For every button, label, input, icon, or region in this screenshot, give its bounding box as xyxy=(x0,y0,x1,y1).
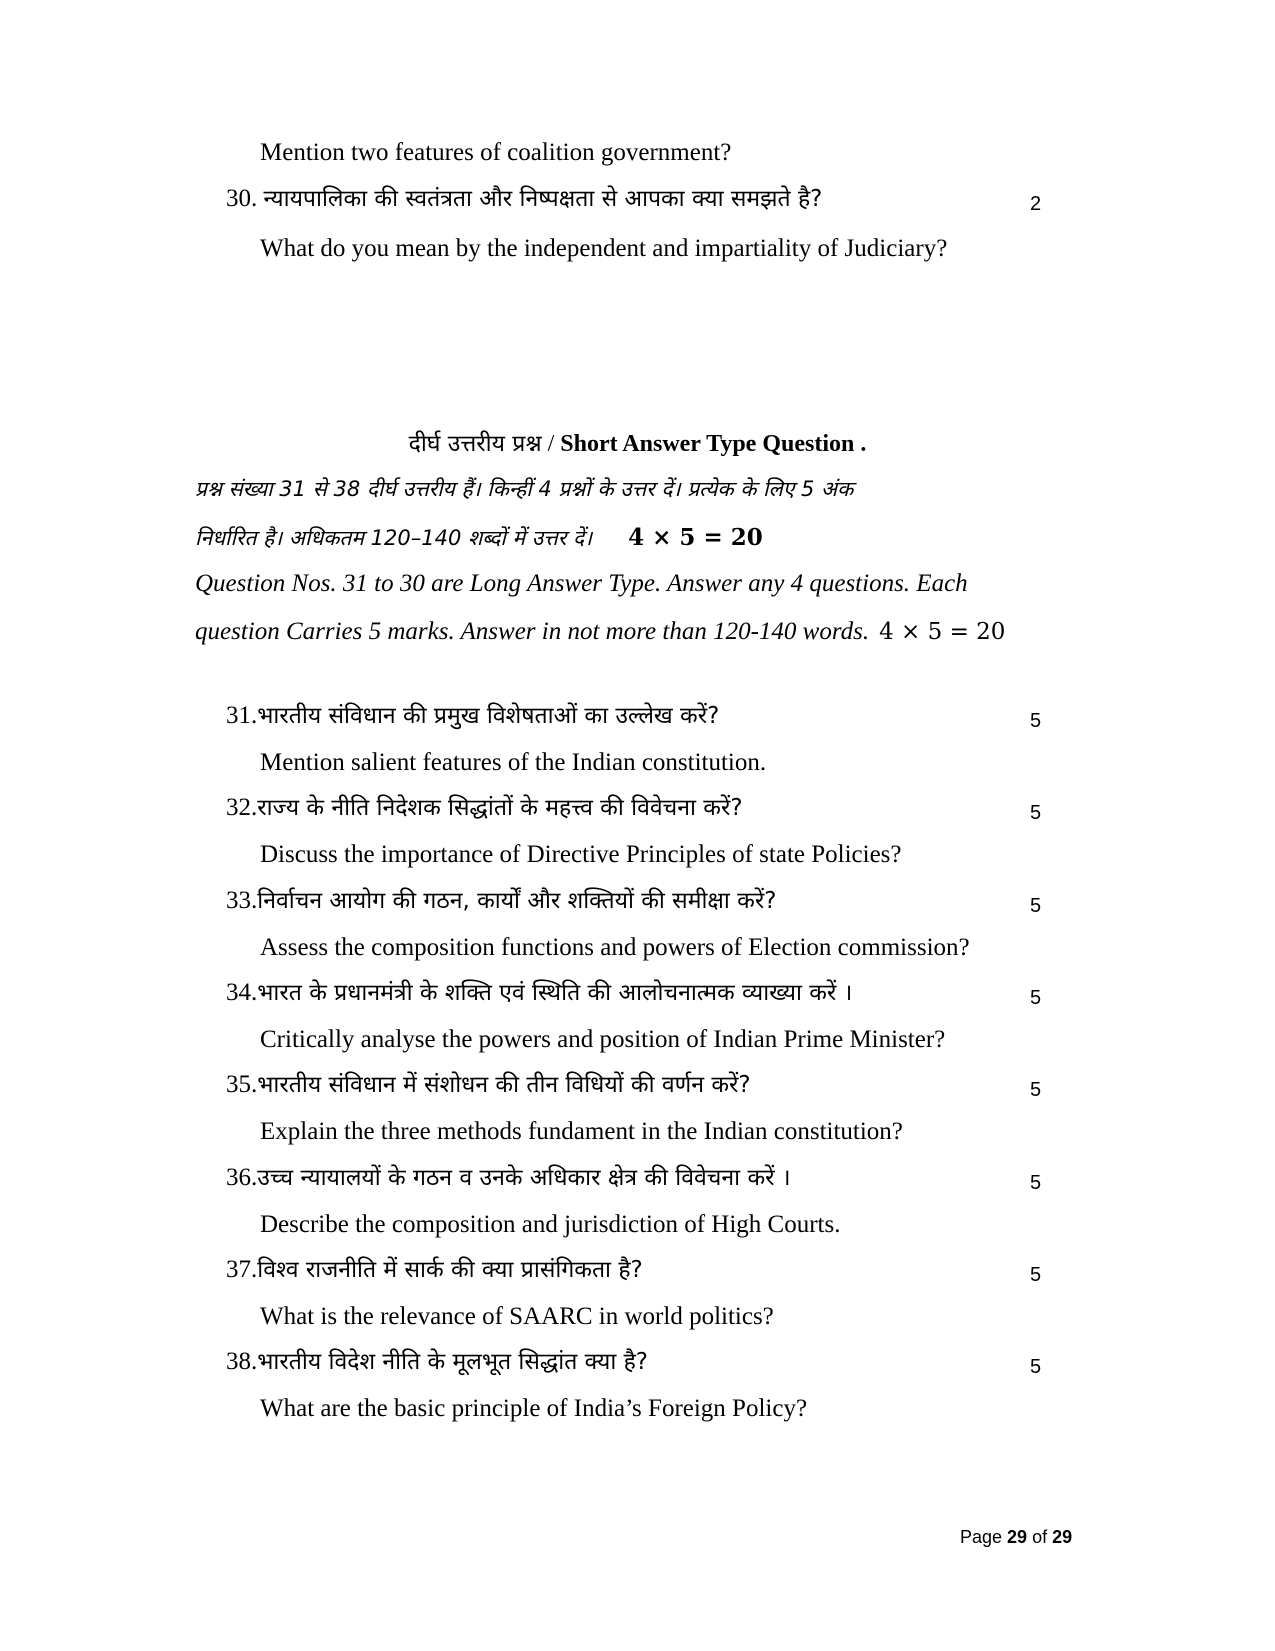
question-english: What are the basic principle of India’s Foreign Policy? xyxy=(260,1395,808,1423)
section-heading-hindi: दीर्घ उत्तरीय प्रश्न xyxy=(408,431,542,457)
instructions-hindi-text: निर्धारित है। अधिकतम 120–140 शब्दों में उत्तर दें। xyxy=(195,526,593,550)
instructions-english-line-2 xyxy=(195,618,1005,646)
question-row xyxy=(226,1257,643,1282)
footer-current-page: 29 xyxy=(1007,1527,1028,1547)
question-number: 33. xyxy=(226,886,258,914)
footer-total-pages: 29 xyxy=(1052,1527,1073,1547)
question-hindi: भारत के प्रधानमंत्री के शक्ति एवं स्थिति की आलोचनात्मक व्याख्या करें । xyxy=(257,979,853,1006)
footer-page-word: Page xyxy=(960,1527,1008,1547)
question-hindi: विश्व राजनीति में सार्क की क्या प्रासंगिकता है? xyxy=(257,1256,643,1283)
question-hindi: राज्य के नीति निदेशक सिद्धांतों के महत्त्व की विवेचना करें? xyxy=(257,795,743,822)
question-row xyxy=(226,795,743,820)
question-row xyxy=(226,1072,751,1097)
instructions-hindi-line-1: प्रश्न संख्या 31 से 38 दीर्घ उत्तरीय हैं। किन्हीं 4 प्रश्नों के उत्तर दें। प्रत्येक के लिए 5 अंक xyxy=(195,477,854,501)
question-number: 37. xyxy=(226,1255,258,1283)
instructions-english-line-1: Question Nos. 31 to 30 are Long Answer Type. Answer any 4 questions. Each xyxy=(195,570,968,597)
question-marks: 5 xyxy=(1030,894,1042,917)
question-english: Describe the composition and jurisdiction of High Courts. xyxy=(260,1210,841,1238)
question-hindi: भारतीय विदेश नीति के मूलभूत सिद्धांत क्या है? xyxy=(257,1349,649,1376)
question-marks: 5 xyxy=(1030,1263,1042,1286)
instructions-hindi-line-2 xyxy=(195,524,763,552)
question-english: Assess the composition functions and powers of Election commission? xyxy=(260,933,970,961)
question-english: Mention salient features of the Indian constitution. xyxy=(260,749,767,776)
question-row xyxy=(226,888,776,913)
section-heading-english: Short Answer Type Question . xyxy=(560,431,867,457)
prev-question-english: Mention two features of coalition government? xyxy=(260,139,732,166)
instructions-english-formula: 4 × 5 = 20 xyxy=(879,619,1006,645)
question-marks: 2 xyxy=(1030,193,1042,215)
question-hindi: न्यायपालिका की स्वतंत्रता और निष्पक्षता से आपका क्या समझते है? xyxy=(263,186,823,212)
section-heading xyxy=(0,426,1275,458)
instructions-english-text: question Carries 5 marks. Answer in not more than 120-140 words. xyxy=(195,618,870,645)
question-marks: 5 xyxy=(1030,1356,1042,1379)
question-number: 31. xyxy=(226,702,258,729)
question-number: 36. xyxy=(226,1163,258,1191)
footer-of-word: of xyxy=(1027,1527,1053,1547)
question-marks: 5 xyxy=(1030,710,1042,732)
question-number: 38. xyxy=(226,1348,258,1376)
question-english: Discuss the importance of Directive Principles of state Policies? xyxy=(260,841,902,869)
question-number: 35. xyxy=(226,1071,258,1099)
question-number: 32. xyxy=(226,794,258,822)
question-marks: 5 xyxy=(1030,1079,1042,1102)
question-marks: 5 xyxy=(1030,1171,1042,1194)
question-row xyxy=(226,1165,791,1190)
question-marks: 5 xyxy=(1030,986,1042,1009)
question-english: What is the relevance of SAARC in world politics? xyxy=(260,1302,774,1330)
page-footer xyxy=(960,1527,1072,1548)
question-row xyxy=(226,1349,648,1374)
question-english: What do you mean by the independent and impartiality of Judiciary? xyxy=(260,235,948,262)
instructions-hindi-formula: 4 × 5 = 20 xyxy=(628,524,763,551)
question-hindi: भारतीय संविधान में संशोधन की तीन विधियों की वर्णन करें? xyxy=(257,1072,751,1099)
question-english: Explain the three methods fundament in the Indian constitution? xyxy=(260,1118,903,1146)
question-marks: 5 xyxy=(1030,802,1042,825)
question-number: 34. xyxy=(226,978,258,1006)
question-row xyxy=(226,703,719,728)
question-hindi: निर्वाचन आयोग की गठन, कार्यों और शक्तियों की समीक्षा करें? xyxy=(257,887,777,914)
question-hindi: भारतीय संविधान की प्रमुख विशेषताओं का उल्लेख करें? xyxy=(257,703,720,729)
question-number: 30. xyxy=(226,185,258,212)
question-hindi: उच्च न्यायालयों के गठन व उनके अधिकार क्षेत्र की विवेचना करें । xyxy=(257,1164,791,1191)
question-english: Critically analyse the powers and position of Indian Prime Minister? xyxy=(260,1025,946,1053)
section-heading-separator: / xyxy=(541,431,561,457)
question-30 xyxy=(226,186,822,211)
question-row xyxy=(226,980,852,1005)
